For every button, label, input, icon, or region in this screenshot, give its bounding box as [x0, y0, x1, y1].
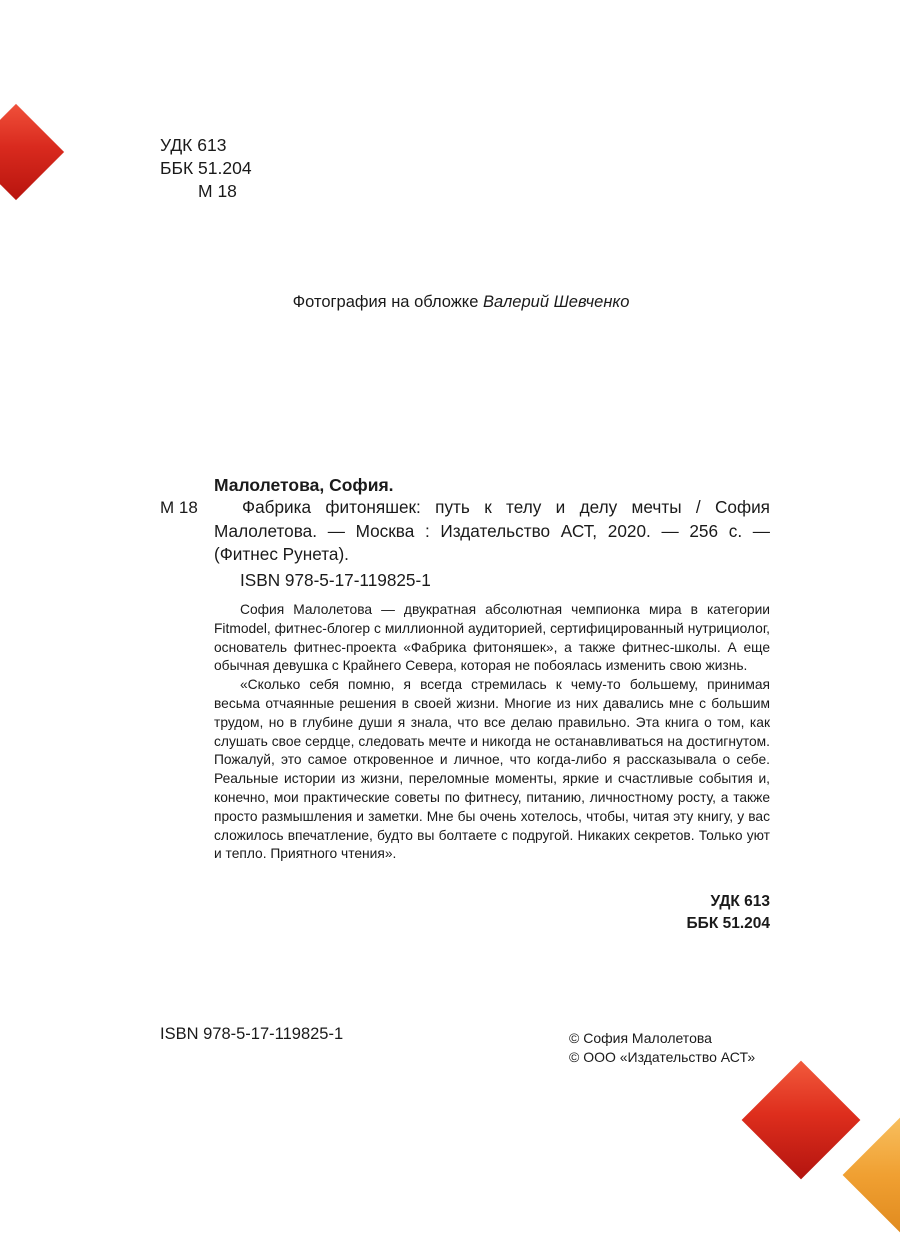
photographer-name: Валерий Шевченко: [482, 293, 630, 311]
author-mark: М 18: [198, 181, 237, 201]
isbn-entry: ISBN 978-5-17-119825-1: [240, 570, 431, 590]
author-heading: Малолетова, София.: [214, 475, 394, 495]
red-diamond-decoration-bottom: [742, 1061, 861, 1180]
title-statement: Фабрика фитоняшек: путь к телу и делу мечты / София Малолетова. — Москва : Издательство АСТ, 2020. — 256 с. — (Фитнес Рунета).: [214, 497, 770, 564]
copyright-author: © София Малолетова: [569, 1030, 712, 1046]
udk-code: УДК 613: [160, 135, 227, 155]
udk-code-bold: УДК 613: [710, 893, 770, 910]
classification-codes-bold: [687, 891, 770, 935]
bbk-code-bold: ББК 51.204: [686, 915, 770, 932]
red-diamond-decoration: [0, 104, 64, 200]
orange-diamond-decoration: [843, 1116, 900, 1234]
annotation-paragraph-1: София Малолетова — двукратная абсолютная чемпионка мира в категории Fitmodel, фитнес-блогер с миллионной аудиторией, сертифицированный нутрициолог, основатель фитнес-проекта «Фабрика фитоняшек», а также фитнес-школы. А еще обычная девушка с Крайнего Севера, которая не побоялась изменить свою жизнь.: [214, 602, 770, 674]
footer-isbn: ISBN 978-5-17-119825-1: [160, 1025, 344, 1043]
shelf-mark: М 18: [160, 498, 198, 517]
annotation-paragraph-2: «Сколько себя помню, я всегда стремилась к чему-то большему, принимая весьма отчаянные решения в своей жизни. Многие из них давались мне с большим трудом, но в глубине души я знала, что все делаю правильно. Эта книга о том, как слушать свое сердце, следовать мечте и никогда не останавливаться на достигнутом. Пожалуй, это самое откровенное и личное, что когда-либо я рассказывала о себе. Реальные истории из жизни, переломные моменты, яркие и счастливые события и, конечно, мои практические советы по фитнесу, питанию, личностному росту, а также просто размышления и заметки. Мне бы очень хотелось, чтобы, читая эту книгу, у вас сложилось впечатление, будто вы болтаете с подругой. Никаких секретов. Только уют и тепло. Приятного чтения».: [214, 677, 770, 862]
classification-codes: [160, 134, 252, 203]
annotation: [214, 601, 770, 864]
photo-credit: [0, 293, 900, 312]
photo-credit-prefix: Фотография на обложке: [292, 293, 479, 311]
bibliographic-entry: [214, 496, 770, 567]
copyright-publisher: © ООО «Издательство АСТ»: [569, 1049, 756, 1065]
copyright-block: [569, 1029, 755, 1067]
bbk-code: ББК 51.204: [160, 158, 252, 178]
